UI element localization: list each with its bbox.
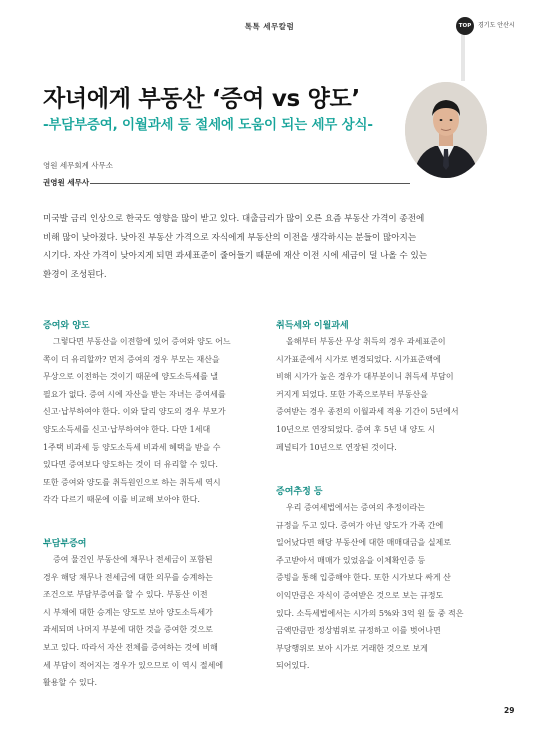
body-line: 보고 있다. 따라서 자산 전체를 증여하는 것에 비해 <box>43 642 218 652</box>
article-subtitle: -부담부증여, 이월과세 등 절세에 도움이 되는 세무 상식- <box>43 117 373 133</box>
body-line: 그렇다면 부동산을 이전함에 있어 증여와 양도 어느 <box>53 337 231 346</box>
body-line: 이익만큼은 자식이 증여받은 것으로 보는 규정도 <box>276 590 444 600</box>
section-body-acquisition-carryover <box>276 333 498 456</box>
body-line: 신고·납부하여야 한다. 이와 달리 양도의 경우 부모가 <box>43 407 226 417</box>
body-line: 1주택 비과세 등 양도소득세 비과세 혜택을 받을 수 <box>43 442 221 452</box>
section-heading-acquisition-carryover: 취득세와 이월과세 <box>276 321 349 331</box>
body-line: 올해부터 부동산 무상 취득의 경우 과세표준이 <box>286 337 446 346</box>
publisher-label: 경기도 안산시 <box>478 22 515 29</box>
body-line: 규정을 두고 있다. 증여가 아닌 양도가 가족 간에 <box>276 520 444 530</box>
body-line: 과세되며 나머지 부분에 대한 것을 증여한 것으로 <box>43 625 213 635</box>
intro-line: 시기다. 자산 가격이 낮아지게 되면 과세표준이 줄어들기 때문에 재산 이전 시에 세금이 덜 나올 수 있는 <box>43 251 428 261</box>
byline-divider <box>90 183 410 184</box>
body-line: 증여받는 경우 종전의 이월과세 적용 기간이 5년에서 <box>276 407 459 417</box>
body-line: 우리 증여세법에서는 증여의 추정이라는 <box>286 503 426 512</box>
body-line: 증여 물건인 부동산에 채무나 전세금이 포함된 <box>53 555 213 564</box>
body-line: 비해 시가가 높은 경우가 대부분이니 취득세 부담이 <box>276 372 454 382</box>
body-line: 있다. 소득세법에서는 시가의 5%와 3억 원 둘 중 적은 <box>276 608 464 618</box>
section-heading-burdened-gift: 부담부증여 <box>43 539 87 549</box>
body-line: 주고받아서 매매가 있었음을 이체확인증 등 <box>276 555 426 565</box>
article-title: 자녀에게 부동산 ‘증여 vs 양도’ <box>43 86 360 112</box>
body-line: 시가표준에서 시가로 변경되었다. 시가표준액에 <box>276 354 441 364</box>
section-heading-gift-presumption: 증여추정 등 <box>276 487 323 497</box>
author-name: 권영원 세무사 <box>43 178 90 187</box>
publication-badge: TOP <box>456 17 474 35</box>
intro-line: 비해 많이 낮아졌다. 낮아진 부동산 가격으로 자식에게 부동산의 이전을 생각하시는 분들이 많아지는 <box>43 232 417 243</box>
body-line: 페널티가 10년으로 연장된 것이다. <box>276 442 397 452</box>
section-heading-gift-vs-transfer: 증여와 양도 <box>43 321 90 331</box>
section-body-gift-vs-transfer <box>43 333 263 509</box>
intro-line: 환경이 조성된다. <box>43 269 107 280</box>
body-line: 있다면 증여보다 양도하는 것이 더 유리할 수 있다. <box>43 460 218 470</box>
body-line: 활용할 수 있다. <box>43 678 97 688</box>
body-line: 커지게 되었다. 또한 가족으로부터 부동산을 <box>276 389 428 399</box>
body-line: 세 부담이 적어지는 경우가 있으므로 이 역시 절세에 <box>43 660 224 670</box>
body-line: 되어있다. <box>276 661 310 671</box>
body-line: 10년으로 연장되었다. 증여 후 5년 내 양도 시 <box>276 424 436 434</box>
body-line: 경우 해당 채무나 전세금에 대한 의무를 승계하는 <box>43 572 213 582</box>
body-line: 또한 증여와 양도를 취득원인으로 하는 취득세 역시 <box>43 477 221 487</box>
intro-paragraph <box>43 210 498 284</box>
body-line: 쪽이 더 유리할까? 먼저 증여의 경우 부모는 재산을 <box>43 354 220 364</box>
body-line: 부당행위로 보아 시가로 거래한 것으로 보게 <box>276 643 428 653</box>
body-line: 증빙을 통해 입증해야 한다. 또한 시가보다 싸게 산 <box>276 573 451 583</box>
body-line: 조건으로 부담부증여를 할 수 있다. 부동산 이전 <box>43 590 208 600</box>
body-line: 무상으로 이전하는 것이기 때문에 양도소득세를 낼 <box>43 372 219 382</box>
author-portrait <box>405 82 487 178</box>
intro-line: 미국발 금리 인상으로 한국도 영향을 많이 받고 있다. 대출금리가 많이 오른 요즘 부동산 가격이 종전에 <box>43 214 425 224</box>
body-line: 금액만큼만 정상범위로 규정하고 이를 벗어나면 <box>276 626 441 636</box>
body-line: 필요가 없다. 증여 시에 자산을 받는 자녀는 증여세를 <box>43 389 226 399</box>
body-line: 각각 다르기 때문에 이를 비교해 보아야 한다. <box>43 495 200 505</box>
page-number: 29 <box>504 706 515 715</box>
side-strip <box>461 35 465 81</box>
body-line: 일어났다면 해당 부동산에 대한 매매대금을 실제로 <box>276 538 452 548</box>
section-body-gift-presumption <box>276 499 498 675</box>
body-line: 시 부채에 대한 승계는 양도로 보아 양도소득세가 <box>43 607 213 617</box>
author-firm: 영원 세무회계 사무소 <box>43 161 113 170</box>
column-label: 톡톡 세무칼럼 <box>244 22 295 31</box>
body-line: 양도소득세를 신고·납부하여야 한다. 다만 1세대 <box>43 424 211 434</box>
section-body-burdened-gift <box>43 551 263 692</box>
